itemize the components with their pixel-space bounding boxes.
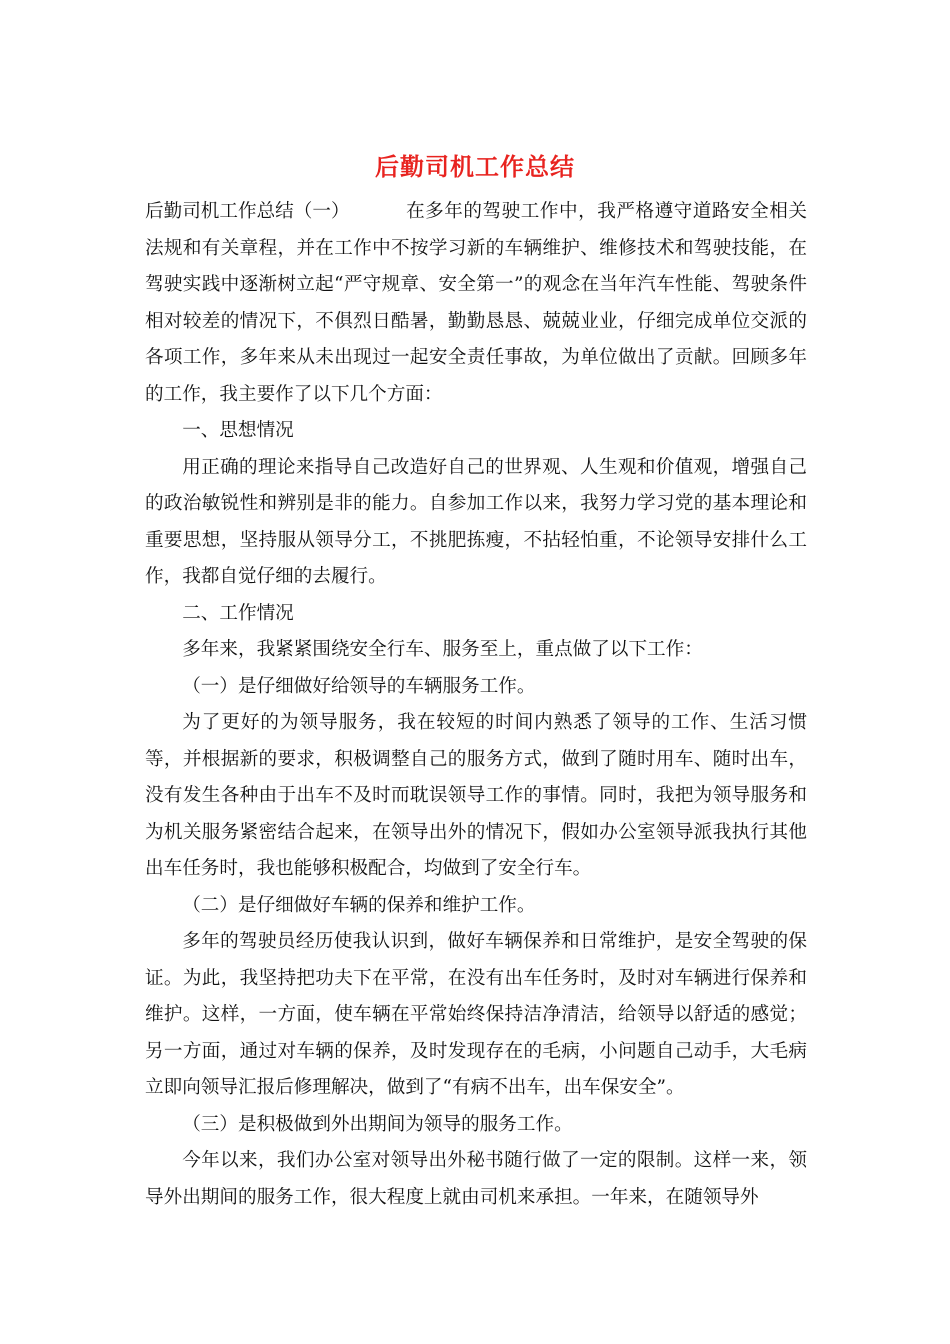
item2-paragraph: 多年的驾驶员经历使我认识到，做好车辆保养和日常维护，是安全驾驶的保证。为此，我坚持把功夫下在平常，在没有出车任务时，及时对车辆进行保养和维护。这样，一方面，使车辆在平常始终保持洁净清洁，给领导以舒适的感觉；另一方面，通过对车辆的保养，及时发现存在的毛病，小问题自己动手，大毛病立即向领导汇报后修理解决，做到了“有病不出车，出车保安全”。 (145, 931, 807, 1098)
item3-paragraph: 今年以来，我们办公室对领导出外秘书随行做了一定的限制。这样一来，领导外出期间的服务工作，很大程度上就由司机来承担。一年来，在随领导外 (145, 1150, 807, 1208)
intro-heading: 后勤司机工作总结（一） (145, 201, 350, 222)
section2-intro: 多年来，我紧紧围绕安全行车、服务至上，重点做了以下工作： (182, 639, 703, 660)
item3-heading: （三）是积极做到外出期间为领导的服务工作。 (182, 1113, 573, 1135)
item2-heading: （二）是仔细做好车辆的保养和维护工作。 (182, 894, 536, 916)
document-title: 后勤司机工作总结 (375, 152, 575, 181)
section1-heading: 一、思想情况 (182, 420, 294, 441)
item1-heading: （一）是仔细做好给领导的车辆服务工作。 (182, 675, 536, 697)
item1-paragraph: 为了更好的为领导服务，我在较短的时间内熟悉了领导的工作、生活习惯等，并根据新的要求，积极调整自己的服务方式，做到了随时用车、随时出车，没有发生各种由于出车不及时而耽误领导工作的事情。同时，我把为领导服务和为机关服务紧密结合起来，在领导出外的情况下，假如办公室领导派我执行其他出车任务时，我也能够积极配合，均做到了安全行车。 (145, 712, 807, 879)
section2-heading: 二、工作情况 (182, 602, 294, 624)
section1-paragraph: 用正确的理论来指导自己改造好自己的世界观、人生观和价值观，增强自己的政治敏锐性和辨别是非的能力。自参加工作以来，我努力学习党的基本理论和重要思想，坚持服从领导分工，不挑肥拣瘦，不拈轻怕重，不论领导安排什么工作，我都自觉仔细的去履行。 (145, 456, 807, 587)
document-body (145, 194, 807, 1216)
intro-paragraph (145, 194, 807, 413)
intro-text: 在多年的驾驶工作中，我严格遵守道路安全相关法规和有关章程，并在工作中不按学习新的车辆维护、维修技术和驾驶技能，在驾驶实践中逐渐树立起“严守规章、安全第一”的观念在当年汽车性能、驾驶条件相对较差的情况下，不俱烈日酷暑，勤勤恳恳、兢兢业业，仔细完成单位交派的各项工作，多年来从未出现过一起安全责任事故，为单位做出了贡献。回顾多年的工作，我主要作了以下几个方面： (145, 201, 807, 405)
